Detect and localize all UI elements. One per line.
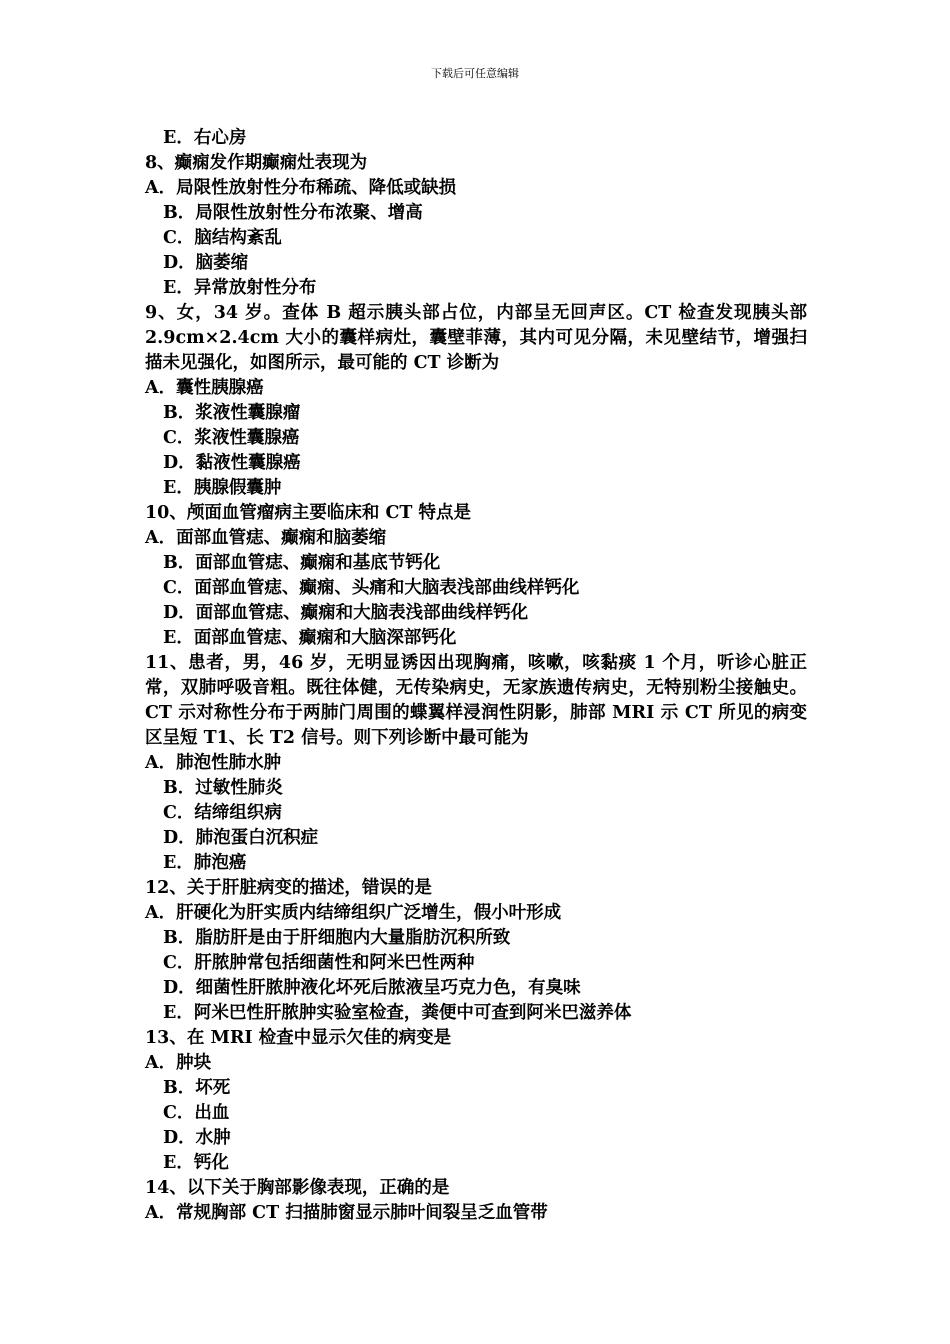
answer-option: E．肺泡癌 [163, 853, 247, 873]
question-paragraph: 9、女，34 岁。查体 B 超示胰头部占位，内部呈无回声区。CT 检查发现胰头部 2.9cm×2.4cm 大小的囊样病灶，囊壁菲薄，其内可见分隔，未见壁结节，增强扫描未见强化，如图所示，最可能的 CT 诊断为 [145, 303, 807, 373]
text-line: A．肿块 [145, 1053, 212, 1073]
answer-option: E．胰腺假囊肿 [163, 478, 282, 498]
answer-option: E．右心房 [163, 128, 247, 148]
text-line: A．囊性胰腺癌 [145, 378, 264, 398]
answer-option: D．面部血管痣、癫痫和大脑表浅部曲线样钙化 [163, 603, 529, 623]
answer-option: C．浆液性囊腺癌 [163, 428, 300, 448]
answer-option: D．肺泡蛋白沉积症 [163, 828, 319, 848]
answer-option: C．结缔组织病 [163, 803, 282, 823]
text-line: A．肝硬化为肝实质内结缔组织广泛增生，假小叶形成 [145, 903, 562, 923]
answer-option: D．细菌性肝脓肿液化坏死后脓液呈巧克力色，有臭味 [163, 978, 581, 998]
text-line: A．局限性放射性分布稀疏、降低或缺损 [145, 178, 457, 198]
answer-option: E．钙化 [163, 1153, 229, 1173]
document-body [145, 126, 807, 1226]
answer-option: B．坏死 [163, 1078, 231, 1098]
answer-option: C．出血 [163, 1103, 230, 1123]
text-line: A．面部血管痣、癫痫和脑萎缩 [145, 528, 387, 548]
page-header: 下载后可任意编辑 [431, 67, 519, 80]
answer-option: C．肝脓肿常包括细菌性和阿米巴性两种 [163, 953, 475, 973]
text-line: 12、关于肝脏病变的描述，错误的是 [145, 878, 432, 898]
answer-option: E．面部血管痣、癫痫和大脑深部钙化 [163, 628, 457, 648]
answer-option: D．脑萎缩 [163, 253, 249, 273]
answer-option: B．过敏性肺炎 [163, 778, 283, 798]
question-paragraph: 11、患者，男，46 岁，无明显诱因出现胸痛，咳嗽，咳黏痰 1 个月，听诊心脏正常，双肺呼吸音粗。既往体健，无传染病史，无家族遗传病史，无特别粉尘接触史。CT 示对称性分布于两肺门周围的蝶翼样浸润性阴影，肺部 MRI 示 CT 所见的病变区呈短 T1、长 T2 信号。则下列诊断中最可能为 [145, 653, 807, 748]
answer-option: B．浆液性囊腺瘤 [163, 403, 301, 423]
answer-option: B．面部血管痣、癫痫和基底节钙化 [163, 553, 441, 573]
answer-option: E．异常放射性分布 [163, 278, 317, 298]
text-line: 8、癫痫发作期癫痫灶表现为 [145, 153, 368, 173]
text-line: 13、在 MRI 检查中显示欠佳的病变是 [145, 1028, 452, 1048]
answer-option: D．水肿 [163, 1128, 231, 1148]
answer-option: B．脂肪肝是由于肝细胞内大量脂肪沉积所致 [163, 928, 511, 948]
text-line: A．肺泡性肺水肿 [145, 753, 282, 773]
answer-option: D．黏液性囊腺癌 [163, 453, 301, 473]
answer-option: E．阿米巴性肝脓肿实验室检查，粪便中可查到阿米巴滋养体 [163, 1003, 632, 1023]
answer-option: C．面部血管痣、癫痫、头痛和大脑表浅部曲线样钙化 [163, 578, 580, 598]
text-line: 14、以下关于胸部影像表现，正确的是 [145, 1178, 450, 1198]
text-line: 10、颅面血管瘤病主要临床和 CT 特点是 [145, 503, 471, 523]
answer-option: C．脑结构紊乱 [163, 228, 282, 248]
answer-option: B．局限性放射性分布浓聚、增高 [163, 203, 423, 223]
text-line: A．常规胸部 CT 扫描肺窗显示肺叶间裂呈乏血管带 [145, 1203, 548, 1223]
